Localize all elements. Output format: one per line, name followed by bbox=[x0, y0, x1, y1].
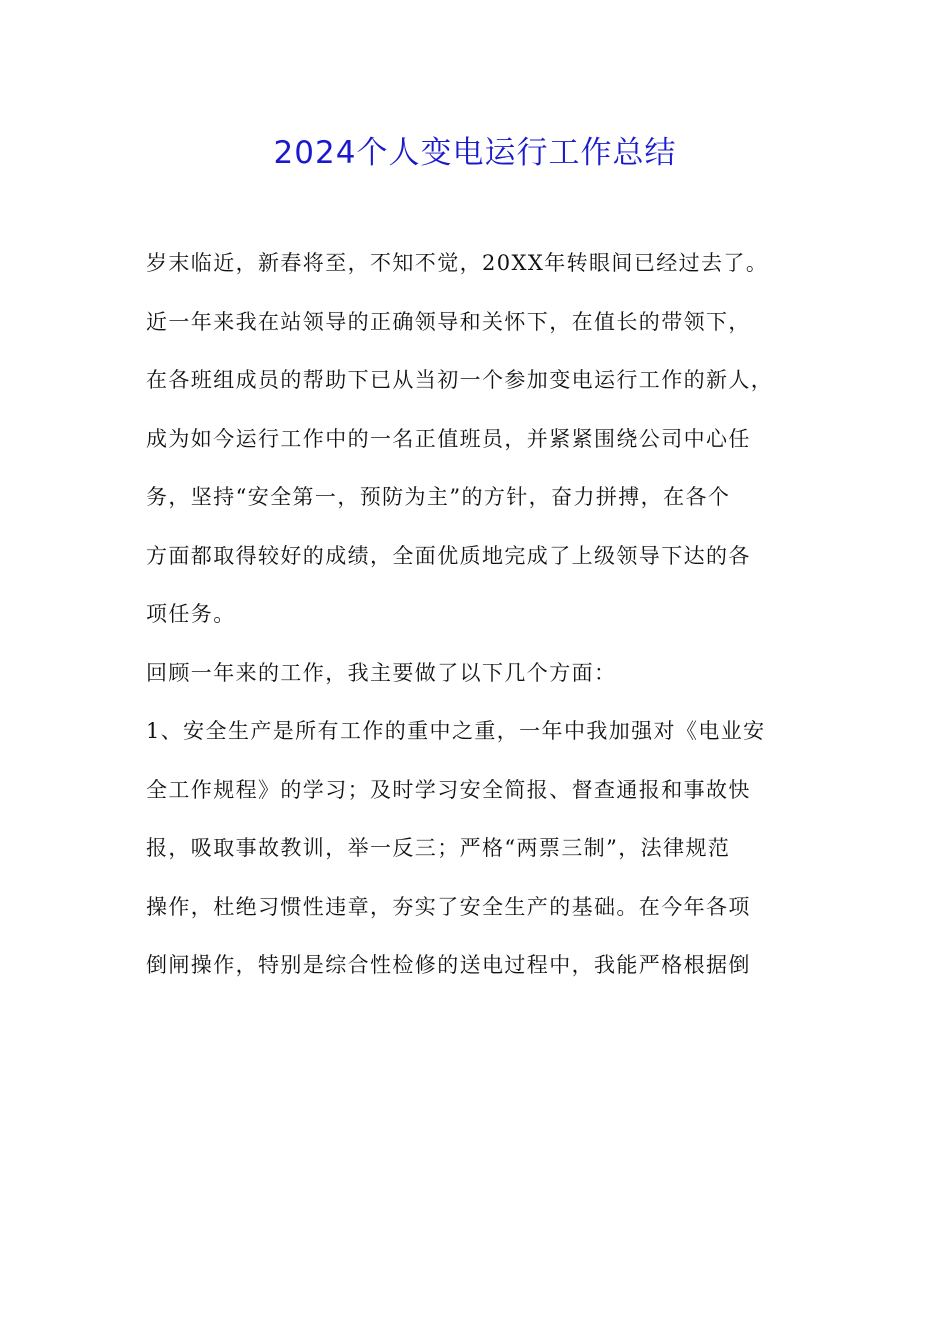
document-title: 2024个人变电运行工作总结 bbox=[273, 135, 677, 171]
paragraph-line: 方面都取得较好的成绩，全面优质地完成了上级领导下达的各 bbox=[146, 543, 751, 568]
paragraph-line: 项任务。 bbox=[146, 602, 236, 626]
paragraph-line: 务，坚持“安全第一，预防为主”的方针，奋力拼搏，在各个 bbox=[146, 485, 731, 509]
paragraph-line: 近一年来我在站领导的正确领导和关怀下，在值长的带领下， bbox=[146, 309, 751, 334]
paragraph-line: 1、安全生产是所有工作的重中之重，一年中我加强对《电业安 bbox=[146, 719, 766, 743]
paragraph-line: 倒闸操作，特别是综合性检修的送电过程中，我能严格根据倒 bbox=[146, 953, 751, 977]
paragraph-line: 全工作规程》的学习；及时学习安全简报、督查通报和事故快 bbox=[146, 777, 751, 802]
paragraph-line: 报，吸取事故教训，举一反三；严格“两票三制”，法律规范 bbox=[146, 836, 731, 860]
paragraph-line: 在各班组成员的帮助下已从当初一个参加变电运行工作的新人， bbox=[146, 368, 774, 392]
paragraph-line: 成为如今运行工作中的一名正值班员，并紧紧围绕公司中心任 bbox=[146, 426, 751, 451]
document-body bbox=[146, 234, 816, 995]
paragraph-line: 岁末临近，新春将至，不知不觉，20XX年转眼间已经过去了。 bbox=[146, 251, 769, 275]
paragraph-line: 操作，杜绝习惯性违章，夯实了安全生产的基础。在今年各项 bbox=[146, 894, 751, 919]
paragraph-line: 回顾一年来的工作，我主要做了以下几个方面： bbox=[146, 660, 617, 685]
